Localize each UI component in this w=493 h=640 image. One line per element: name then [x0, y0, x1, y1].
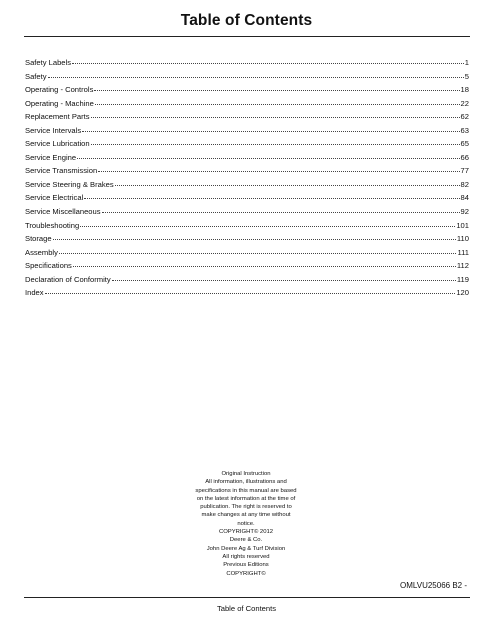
toc-entry-service-electrical[interactable] — [25, 191, 469, 205]
toc-dot-leader — [77, 158, 459, 159]
toc-entry-service-engine[interactable] — [25, 151, 469, 165]
toc-entry-declaration-of-conformity[interactable] — [25, 273, 469, 287]
toc-entry-page: 77 — [460, 166, 469, 176]
toc-entry-operating-controls[interactable] — [25, 83, 469, 97]
toc-dot-leader — [59, 253, 457, 254]
toc-entry-label: Assembly — [25, 247, 58, 257]
title-divider — [24, 36, 470, 37]
toc-entry-safety-labels[interactable] — [25, 56, 469, 70]
toc-entry-storage[interactable] — [25, 232, 469, 246]
toc-dot-leader — [45, 293, 456, 294]
document-code: OMLVU25066 B2 - — [400, 581, 467, 590]
toc-entry-label: Service Steering & Brakes — [25, 179, 114, 189]
toc-dot-leader — [73, 266, 456, 267]
footer-section-label: Table of Contents — [216, 604, 277, 613]
toc-entry-operating-machine[interactable] — [25, 97, 469, 111]
toc-dot-leader — [115, 185, 460, 186]
toc-entry-page: 63 — [460, 125, 469, 135]
toc-dot-leader — [53, 239, 456, 240]
toc-dot-leader — [95, 104, 460, 105]
notice-line: Original Instruction — [221, 471, 271, 477]
page-title: Table of Contents — [180, 12, 313, 29]
notice-line: publication. The right is reserved to — [200, 504, 292, 511]
toc-entry-page: 120 — [456, 288, 469, 298]
notice-line: make changes at any time without — [201, 512, 291, 519]
notice-line: COPYRIGHT© 2012 — [218, 529, 274, 536]
toc-entry-page: 82 — [460, 179, 469, 189]
toc-entry-page: 111 — [457, 247, 469, 257]
notice-line: COPYRIGHT© — [226, 570, 266, 577]
toc-entry-troubleshooting[interactable] — [25, 219, 469, 233]
toc-entry-label: Troubleshooting — [25, 220, 80, 230]
toc-entry-page: 112 — [456, 261, 469, 271]
toc-dot-leader — [98, 171, 459, 172]
toc-entry-service-steering-brakes[interactable] — [25, 178, 469, 192]
toc-entry-service-miscellaneous[interactable] — [25, 205, 469, 219]
toc-entry-label: Operating - Controls — [25, 85, 94, 95]
notice-line: on the latest information at the time of — [196, 495, 296, 502]
toc-entry-page: 1 — [464, 58, 469, 67]
notice-line: John Deere Ag & Turf Division — [206, 545, 286, 552]
toc-entry-page: 22 — [460, 98, 469, 108]
toc-entry-label: Declaration of Conformity — [25, 274, 111, 284]
footer-divider — [24, 597, 470, 598]
toc-entry-label: Service Engine — [25, 152, 77, 162]
toc-entry-page: 65 — [460, 139, 469, 149]
toc-entry-replacement-parts[interactable] — [25, 110, 469, 124]
toc-entry-service-transmission[interactable] — [25, 164, 469, 178]
toc-entry-page: 18 — [460, 85, 469, 95]
toc-dot-leader — [82, 131, 459, 132]
toc-entry-label: Index — [25, 288, 44, 298]
toc-entry-index[interactable] — [25, 286, 469, 300]
toc-dot-leader — [48, 77, 464, 78]
toc-entry-label: Service Electrical — [25, 193, 84, 203]
notice-line: notice. — [237, 520, 255, 527]
toc-dot-leader — [112, 280, 456, 281]
toc-entry-label: Service Lubrication — [25, 139, 90, 149]
toc-dot-leader — [72, 63, 464, 64]
toc-entry-page: 110 — [456, 234, 469, 244]
toc-entry-page: 92 — [460, 207, 469, 217]
copyright-notice — [146, 470, 346, 578]
toc-entry-page: 5 — [464, 71, 469, 81]
toc-dot-leader — [91, 144, 460, 145]
toc-entry-label: Specifications — [25, 261, 72, 271]
toc-entry-page: 66 — [460, 152, 469, 162]
toc-entry-assembly[interactable] — [25, 246, 469, 260]
toc-dot-leader — [84, 198, 459, 199]
toc-entry-label: Service Intervals — [25, 125, 82, 135]
toc-list — [25, 56, 469, 300]
toc-entry-label: Storage — [25, 234, 52, 244]
toc-dot-leader — [94, 90, 459, 91]
toc-entry-service-lubrication[interactable] — [25, 137, 469, 151]
notice-line: All information, illustrations and — [205, 479, 287, 486]
toc-entry-page: 101 — [456, 220, 469, 230]
toc-dot-leader — [91, 117, 460, 118]
notice-line: specifications in this manual are based — [195, 487, 297, 494]
notice-line: All rights reserved — [222, 553, 270, 560]
toc-dot-leader — [80, 226, 455, 227]
notice-line: Deere & Co. — [229, 537, 263, 544]
toc-entry-label: Replacement Parts — [25, 112, 90, 122]
toc-entry-label: Operating - Machine — [25, 98, 94, 108]
toc-entry-specifications[interactable] — [25, 259, 469, 273]
toc-entry-label: Service Miscellaneous — [25, 207, 101, 217]
toc-entry-label: Safety — [25, 71, 47, 81]
toc-entry-page: 84 — [460, 193, 469, 203]
toc-entry-safety[interactable] — [25, 70, 469, 84]
toc-entry-service-intervals[interactable] — [25, 124, 469, 138]
toc-entry-label: Safety Labels — [25, 58, 72, 67]
toc-entry-label: Service Transmission — [25, 166, 98, 176]
notice-line: Previous Editions — [223, 562, 269, 569]
toc-entry-page: 119 — [456, 274, 469, 284]
toc-dot-leader — [102, 212, 460, 213]
toc-entry-page: 62 — [460, 112, 469, 122]
